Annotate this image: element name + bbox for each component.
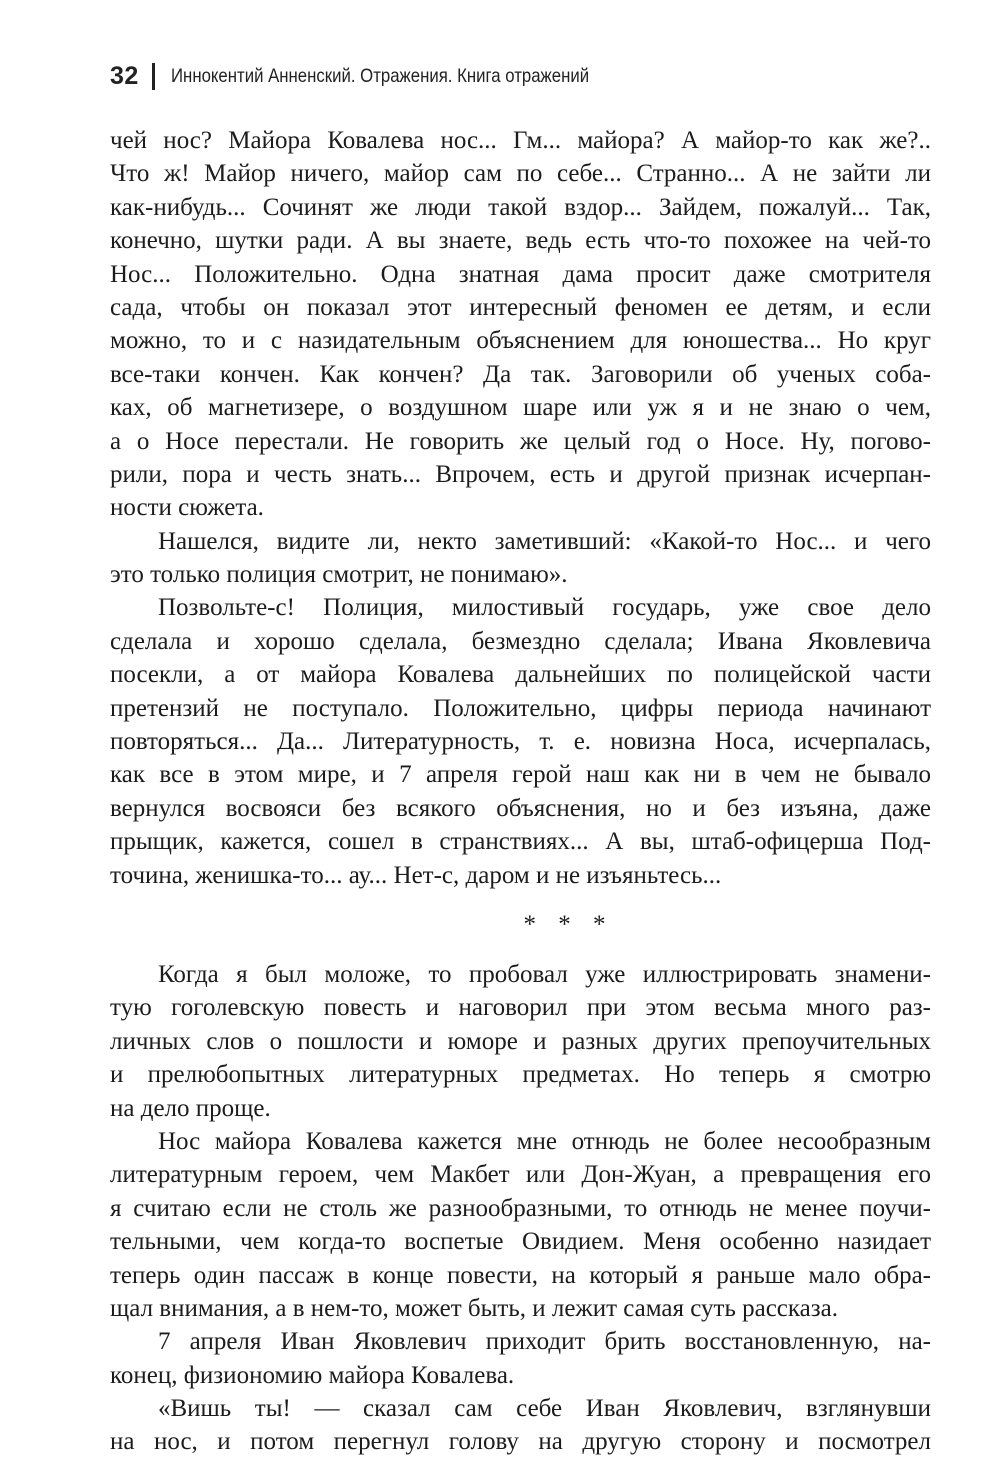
text-line: чей нос? Майора Ковалева нос... Гм... майора? А майор-то как же?..	[110, 127, 931, 154]
text-line: Когда я был моложе, то пробовал уже иллюстрировать знамени-	[158, 960, 931, 988]
paragraph	[110, 591, 931, 892]
text-line: Нос... Положительно. Одна знатная дама просит даже смотрителя	[110, 260, 931, 288]
paragraph	[110, 1325, 931, 1392]
text-line: щал внимания, а в нем-то, может быть, и лежит самая суть рассказа.	[110, 1294, 838, 1322]
text-line: как все в этом мире, и 7 апреля герой наш как ни в чем не бывало	[110, 761, 931, 789]
text-line: Нос майора Ковалева кажется мне отнюдь не более несообразным	[158, 1127, 931, 1155]
text-line: повторяться... Да... Литературность, т. е. новизна Носа, исчерпалась,	[110, 728, 931, 756]
running-title: Иннокентий Анненский. Отражения. Книга отражений	[170, 65, 589, 87]
text-line: теперь один пассаж в конце повести, на который я раньше мало обра-	[110, 1261, 931, 1289]
text-line: «Вишь ты! — сказал сам себе Иван Яковлевич, взглянувши	[158, 1395, 931, 1423]
text-line: 7 апреля Иван Яковлевич приходит брить восстановленную, на-	[158, 1328, 931, 1356]
paragraph	[110, 958, 931, 1125]
text-line: претензий не поступало. Положительно, цифры периода начинают	[110, 694, 931, 722]
text-line: как-нибудь... Сочинят же люди такой вздор... Зайдем, пожалуй... Так,	[110, 193, 931, 221]
text-section-after	[110, 958, 931, 1459]
text-line: на нос, и потом перегнул голову на другую сторону и посмотрел	[110, 1428, 931, 1456]
text-line: тую гоголевскую повесть и наговорил при этом весьма много раз-	[110, 994, 931, 1022]
text-line: сделала и хорошо сделала, безмездно сделала; Ивана Яковлевича	[110, 627, 931, 655]
text-section-before	[110, 124, 931, 892]
text-line: Нашелся, видите ли, некто заметивший: «Какой-то Нос... и чего	[158, 527, 931, 555]
text-line: литературным героем, чем Макбет или Дон-Жуан, а превращения его	[110, 1161, 931, 1189]
text-line: ках, об магнетизере, о воздушном шаре или уж я и не знаю о чем,	[110, 394, 931, 422]
text-line: Что ж! Майор ничего, майор сам по себе... Странно... А не зайти ли	[110, 160, 931, 188]
body-text	[110, 124, 931, 1459]
text-line: рили, пора и честь знать... Впрочем, есть и другой признак исчерпан-	[110, 460, 931, 488]
text-line: я считаю если не столь же разнообразными, то отнюдь не менее поучи-	[110, 1194, 931, 1222]
text-line: ности сюжета.	[110, 494, 264, 522]
paragraph	[110, 1392, 931, 1459]
text-line: личных слов о пошлости и юморе и разных других препоучительных	[110, 1027, 931, 1055]
text-line: можно, то и с назидательным объяснением для юношества... Но круг	[110, 327, 931, 355]
text-line: прыщик, кажется, сошел в странствиях... А вы, штаб-офицерша Под-	[110, 828, 931, 856]
text-line: и прелюбопытных литературных предметах. Но теперь я смотрю	[110, 1061, 931, 1089]
text-line: конечно, шутки ради. А вы знаете, ведь есть что-то похожее на чей-то	[110, 227, 931, 255]
paragraph	[110, 124, 931, 525]
text-line: вернулся восвояси без всякого объяснения, но и без изъяна, даже	[110, 794, 931, 822]
text-line: сада, чтобы он показал этот интересный феномен ее детям, и если	[110, 293, 931, 321]
text-line: посекли, а от майора Ковалева дальнейших по полицейской части	[110, 661, 931, 689]
text-line: тельными, чем когда-то воспетые Овидием. Меня особенно назидает	[110, 1228, 931, 1256]
running-header	[110, 62, 657, 91]
text-line: на дело проще.	[110, 1094, 271, 1122]
text-line: а о Носе перестали. Не говорить же целый год о Носе. Ну, погово-	[110, 427, 931, 455]
paragraph	[110, 525, 931, 592]
page-number: 32	[110, 62, 139, 90]
text-line: Позвольте-с! Полиция, милостивый государь, уже свое дело	[158, 594, 931, 622]
text-line: это только полиция смотрит, не понимаю».	[110, 561, 568, 589]
text-line: точина, женишка-то... ау... Нет-с, даром и не изъяньтесь...	[110, 861, 722, 889]
paragraph	[110, 1125, 931, 1325]
section-separator: * * *	[523, 910, 614, 938]
header-divider	[152, 63, 155, 90]
text-line: все-таки кончен. Как кончен? Да так. Заговорили об ученых соба-	[110, 360, 931, 388]
text-line: конец, физиономию майора Ковалева.	[110, 1361, 515, 1389]
